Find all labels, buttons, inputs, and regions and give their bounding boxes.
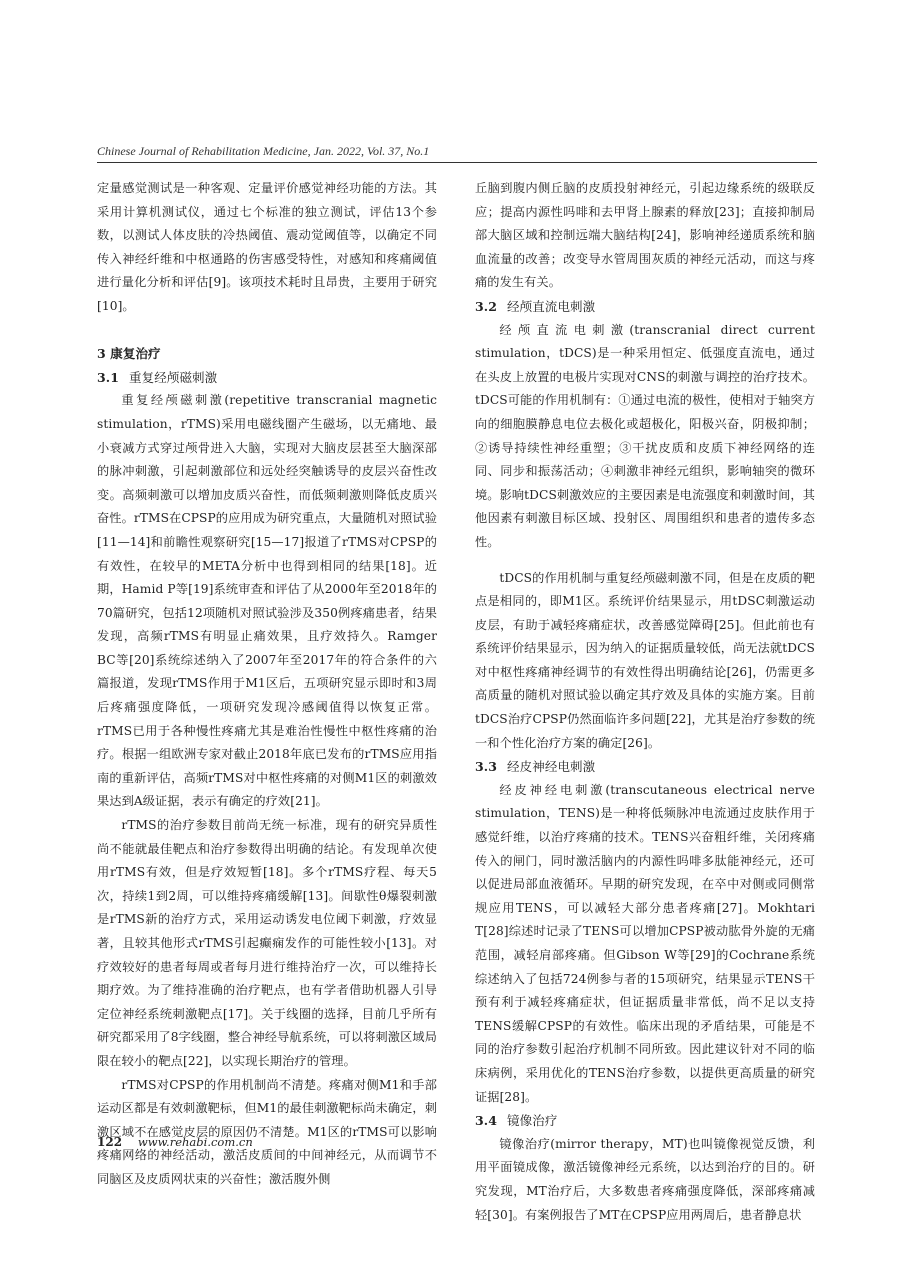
- paragraph-tens: 经皮神经电刺激(transcutaneous electrical nerve stimulation，TENS)是一种将低频脉冲电流通过皮肤作用于感觉纤维，以治疗疼痛的技术。TENS兴奋粗纤维，关闭疼痛传入的闸门，同时激活脑内的内源性吗啡多肽能神经元，还可以促进局部血液循环。早期的研究发现，在卒中对侧或同侧常规应用TENS，可以减轻大部分患者疼痛[27]。Mokhtari T[28]综述时记录了TENS可以增加CPSP被动肱骨外旋的无痛范围，减轻肩部疼痛。但Gibson W等[29]的Cochrane系统综述纳入了包括724例参与者的15项研究，结果显示TENS干预有利于减轻疼痛症状，但证据质量非常低，尚不足以支持TENS缓解CPSP的有效性。临床出现的矛盾结果，可能是不同的治疗参数引起治疗机制不同所致。因此建议针对不同的临床病例，采用优化的TENS治疗参数，以提供更高质量的研究证据[28]。: [475, 782, 815, 1104]
- spacer: [475, 555, 815, 567]
- section-title: 镜像治疗: [507, 1113, 558, 1129]
- section-number: 3.1: [97, 369, 120, 385]
- section-3-1-heading: [97, 366, 437, 390]
- section-title: 重复经颅磁刺激: [129, 369, 218, 385]
- section-number: 3.4: [475, 1113, 498, 1129]
- paragraph-qst: 定量感觉测试是一种客观、定量评价感觉神经功能的方法。其采用计算机测试仪，通过七个标准的独立测试，评估13个参数，以测试人体皮肤的冷热阈值、震动觉阈值等，以确定不同传入神经纤维和中枢通路的伤害感受特性，对感知和疼痛阈值进行量化分析和评估[9]。该项技术耗时且昂贵，主要用于研究[10]。: [97, 181, 437, 313]
- page-footer: [97, 1135, 253, 1149]
- section-number: 3.2: [475, 298, 498, 314]
- section-title: 经颅直流电刺激: [507, 298, 596, 314]
- section-title: 经皮神经电刺激: [507, 759, 596, 775]
- page-number: 122: [97, 1135, 123, 1149]
- paragraph-continued: 丘脑到腹内侧丘脑的皮质投射神经元，引起边缘系统的级联反应；提高内源性吗啡和去甲肾上腺素的释放[23]；直接抑制局部大脑区域和控制远端大脑结构[24]，影响神经递质系统和脑血流量的改善；改变导水管周围灰质的神经元活动，而这与疼痛的发生有关。: [475, 181, 815, 290]
- section-3-4-heading: [475, 1109, 815, 1133]
- paragraph-tdcs-evidence: tDCS的作用机制与重复经颅磁刺激不同，但是在皮质的靶点是相同的，即M1区。系统评价结果显示，用tDSC刺激运动皮层，有助于减轻疼痛症状，改善感觉障碍[25]。但此前也有系统评价结果显示，因为纳入的证据质量较低，尚无法就tDCS对中枢性疼痛神经调节的有效性得出明确结论[26]，仍需更多高质量的随机对照试验以确定其疗效及具体的实施方案。目前tDCS治疗CPSP仍然面临许多问题[22]，尤其是治疗参数的统一和个性化治疗方案的确定[26]。: [475, 570, 815, 750]
- running-header: Chinese Journal of Rehabilitation Medicine, Jan. 2022, Vol. 37, No.1: [97, 144, 430, 158]
- paragraph-rtms-intro: 重复经颅磁刺激(repetitive transcranial magnetic stimulation，rTMS)采用电磁线圈产生磁场，以无痛地、最小衰减方式穿过颅骨进入大脑，实现对大脑皮层甚至大脑深部的脉冲刺激，引起刺激部位和远处经突触诱导的皮层兴奋性改变。高频刺激可以增加皮质兴奋性，而低频刺激则降低皮质兴奋性。rTMS在CPSP的应用成为研究重点，大量随机对照试验[11—14]和前瞻性观察研究[15—17]报道了rTMS对CPSP的有效性，在较早的META分析中也得到相同的结果[18]。近期，Hamid P等[19]系统审查和评估了从2000年至2018年的70篇研究，包括12项随机对照试验涉及350例疼痛患者，结果发现，高频rTMS有明显止痛效果，且疗效持久。Ramger BC等[20]系统综述纳入了2007年至2017年的符合条件的六篇报道，发现rTMS作用于M1区后，五项研究显示即时和3周后疼痛强度降低，一项研究发现冷感阈值得以恢复正常。rTMS已用于各种慢性疼痛尤其是难治性慢性中枢性疼痛的治疗。根据一组欧洲专家对截止2018年底已发布的rTMS应用指南的重新评估，高频rTMS对中枢性疼痛的对侧M1区的刺激效果达到A级证据，表示有确定的疗效[21]。: [97, 393, 437, 809]
- paragraph-mirror-therapy: 镜像治疗(mirror therapy，MT)也叫镜像视觉反馈，利用平面镜成像，激活镜像神经元系统，以达到治疗的目的。研究发现，MT治疗后，大多数患者疼痛强度降低，深部疼痛减轻[30]。有案例报告了MT在CPSP应用两周后，患者静息状: [475, 1136, 815, 1222]
- footer-url: www.rehabi.com.cn: [137, 1135, 253, 1149]
- paragraph-rtms-mechanism: rTMS对CPSP的作用机制尚不清楚。疼痛对侧M1和手部运动区都是有效刺激靶标，但M1的最佳刺激靶标尚未确定，刺激区域不在感觉皮层的原因仍不清楚。M1区的rTMS可以影响疼痛网络的神经活动，激活皮质间的中间神经元，从而调节不同脑区及皮质网状束的兴奋性；激活腹外侧: [97, 1077, 437, 1186]
- section-3-2-heading: [475, 295, 815, 319]
- header-rule: [97, 162, 817, 163]
- paragraph-tdcs-intro: 经颅直流电刺激(transcranial direct current stimulation，tDCS)是一种采用恒定、低强度直流电，通过在头皮上放置的电极片实现对CNS的刺激与调控的治疗技术。tDCS可能的作用机制有：①通过电流的极性，使相对于轴突方向的细胞膜静息电位去极化或超极化，阳极兴奋，阴极抑制；②诱导持续性神经重塑；③干扰皮质和皮质下神经网络的连同、同步和振荡活动；④刺激非神经元组织，影响轴突的微环境。影响tDCS刺激效应的主要因素是电流强度和刺激时间，其他因素有刺激目标区域、投射区、周围组织和患者的遗传多态性。: [475, 322, 815, 549]
- section-number: 3.3: [475, 759, 498, 775]
- section-3-3-heading: [475, 755, 815, 779]
- spacer: [97, 319, 437, 343]
- left-column: [97, 177, 437, 1192]
- paragraph-rtms-parameters: rTMS的治疗参数目前尚无统一标准，现有的研究异质性尚不能就最佳靶点和治疗参数得出明确的结论。有发现单次使用rTMS有效，但是疗效短暂[18]。多个rTMS疗程、每天5次，持续1到2周，可以维持疼痛缓解[13]。间歇性θ爆裂刺激是rTMS新的治疗方式，采用运动诱发电位阈下刺激，疗效显著，且较其他形式rTMS引起癫痫发作的可能性较小[13]。对疗效较好的患者每周或者每月进行维持治疗一次，可以维持长期疗效。为了维持准确的治疗靶点，也有学者借助机器人引导定位神经系统刺激靶点[17]。关于线圈的选择，目前几乎所有研究都采用了8字线圈，整合神经导航系统，可以将刺激区域局限在较小的靶点[22]，以实现长期治疗的管理。: [97, 818, 437, 1068]
- section-3-heading: 3 康复治疗: [97, 346, 161, 362]
- right-column: [475, 177, 815, 1227]
